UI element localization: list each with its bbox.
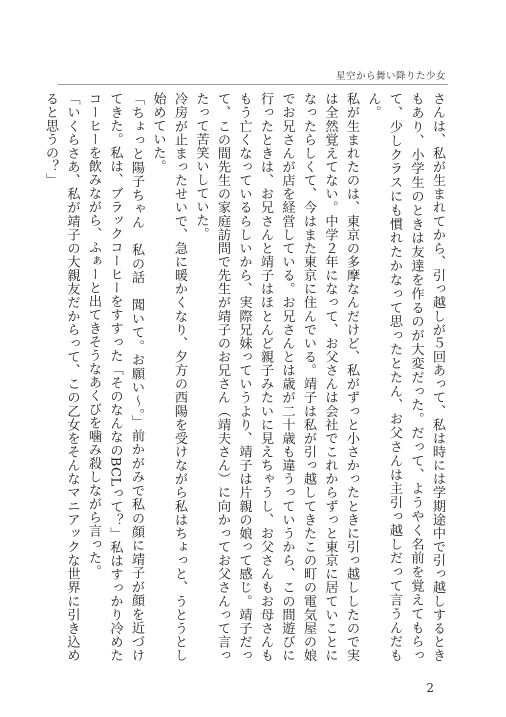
running-header-title: 星空から舞い降りた少女 xyxy=(335,71,446,82)
paragraph: さんは、私が生まれてから、引っ越しが５回あって、私は時には学期途中で引っ越しするときもあり、小学生のときは友達を作るのが大変だった。だって、ようやく名前を覚えてもらって、少しクラスにも慣れたかなって思ったとたん、お父さんは主引っ越しだって言うんだもん。 xyxy=(365,92,445,662)
paragraph: 私が生まれたのは、東京の多摩なんだけど、私がずっと小さかったときに引っ越ししたので実は全然覚えてない。中学２年になって、お父さんは会社でこれからずっと東京に居ていことになったらしくて、今はまた東京に住んでいる。靖子は私が引っ越してきたこの町の電気屋の娘でお兄さんが店を経営している。お兄さんとは歳が二十歳も違うっていうから、この間遊びに行ったときは、お兄さんと靖子はほとんど親子みたいに見えちゃうし、お父さんもお母さんももう亡くなっているらしいから、実際兄妹っていうより、靖子は片親の娘って感じ。靖子だって、この間先生の家庭訪問で先生が靖子のお兄さん（靖夫さん）に向かってお父さんって言ったって苦笑いしていた。 xyxy=(193,92,359,662)
page-number: 2 xyxy=(426,681,434,695)
paragraph: 冷房が止まったせいで、急に暖かくなり、夕方の西陽を受けながら私はちょっと、うとうとし始めていた。 xyxy=(150,92,187,662)
vertical-body-text xyxy=(43,92,448,662)
paragraph: 「いくらさあ、私が靖子の大親友だからって、この乙女をそんなマニアックな世界に引き込めると思うの？」 xyxy=(43,92,80,662)
paragraph: 「ちょっと陽子ちゃん 私の話 聞いて。お願い～。」前かがみで私の顔に靖子が顔を近づけてきた。私は、ブラックコーヒーをすすった「そのなんなのBCLって？」私はすっかり冷めたコーヒーを飲みながら、ふぁーと出てきそうなあくびを噛み殺しながら言った。 xyxy=(86,92,144,662)
header-rule-divider xyxy=(58,84,448,85)
